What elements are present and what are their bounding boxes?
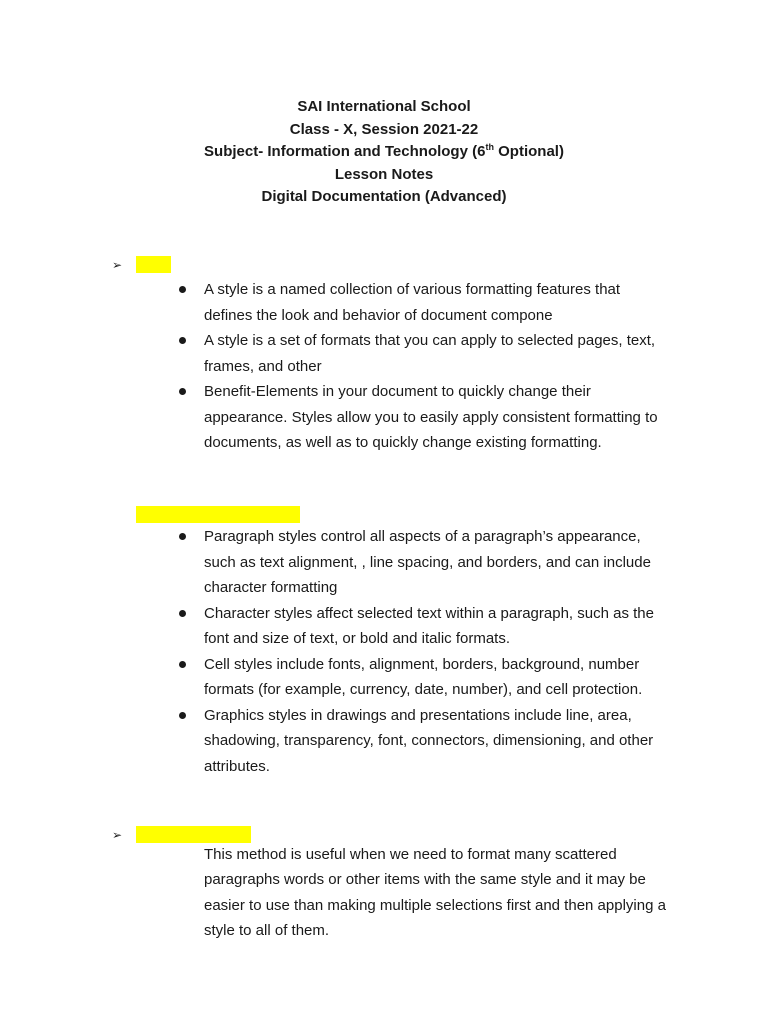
list-item-text: A style is a named collection of various formatting features that defines the look and behavior of document compone: [204, 281, 621, 324]
style-types-list: [0, 524, 768, 779]
highlighted-heading: [136, 826, 251, 843]
list-item: [0, 328, 768, 379]
list-item: [0, 379, 768, 456]
bullet-dot-icon: [179, 533, 186, 540]
list-item-text: Graphics styles in drawings and presentations include line, area, shadowing, transparency, font, connectors, dimensioning, and other attributes.: [204, 706, 654, 775]
list-item-text: Benefit-Elements in your document to quickly change their appearance. Styles allow you to easily apply consistent formatting to documents, as well as to quickly change existing formatting.: [204, 383, 658, 451]
list-item-text: Character styles affect selected text within a paragraph, such as the font and size of text, or bold and italic formats.: [204, 604, 654, 647]
list-item: [0, 524, 768, 601]
highlighted-heading: [136, 506, 300, 523]
list-item: [0, 277, 768, 328]
arrow-bullet-icon: ➢: [112, 258, 123, 272]
list-item-text: A style is a set of formats that you can apply to selected pages, text, frames, and other: [204, 332, 656, 375]
highlighted-heading: [136, 256, 171, 273]
lesson-notes-label: Lesson Notes: [334, 165, 434, 183]
subject-text: Subject- Information and Technology (6: [204, 143, 486, 160]
list-item: [0, 652, 768, 703]
style-definition-list: [0, 277, 768, 456]
list-item-text: Paragraph styles control all aspects of a paragraph’s appearance, such as text alignment, , line spacing, and borders, and can include character formatting: [204, 528, 651, 596]
bullet-dot-icon: [179, 661, 186, 668]
subject-line: [0, 141, 768, 164]
method-paragraph: This method is useful when we need to format many scattered paragraphs words or other items with the same style and it may be easier to use than making multiple selections first and then applying a style to all of them.: [204, 846, 666, 939]
document-header: [0, 96, 768, 209]
arrow-bullet-icon: ➢: [112, 828, 123, 842]
subject-superscript: th: [485, 142, 494, 152]
bullet-dot-icon: [179, 610, 186, 617]
list-item-text: Cell styles include fonts, alignment, borders, background, number formats (for example, currency, date, number), and cell protection.: [204, 655, 643, 698]
bullet-dot-icon: [179, 337, 186, 344]
subject-text-end: Optional): [493, 143, 564, 160]
list-item: [0, 703, 768, 780]
topic-title: Digital Documentation (Advanced): [261, 188, 507, 205]
bullet-dot-icon: [179, 286, 186, 293]
class-session: Class - X, Session 2021-22: [289, 120, 479, 138]
bullet-dot-icon: [179, 712, 186, 719]
list-item: [0, 601, 768, 652]
school-name: SAI International School: [297, 98, 471, 115]
bullet-dot-icon: [179, 388, 186, 395]
